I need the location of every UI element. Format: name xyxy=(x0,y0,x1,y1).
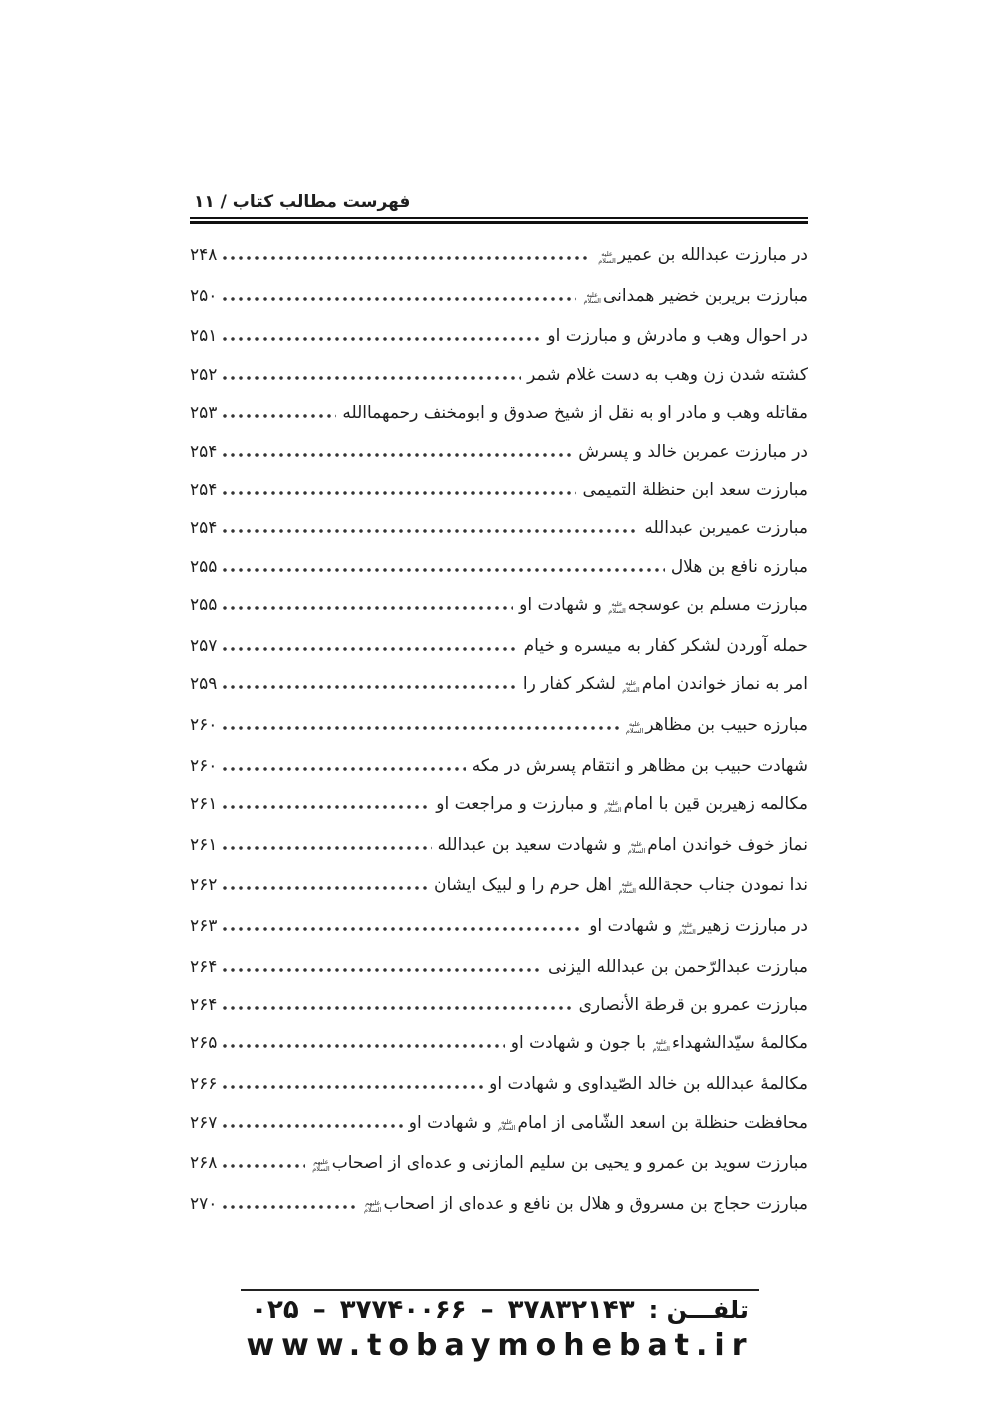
dotted-leader xyxy=(223,337,541,341)
dotted-leader xyxy=(223,647,517,651)
toc-entry-title: مبارزت عبدالرّحمن بن عبدالله الیزنی xyxy=(547,956,808,977)
dotted-leader xyxy=(223,491,576,495)
toc-entry-title: ندا نمودن جناب حجةالله علیه السلام اهل حرم را و لبیک ایشان xyxy=(433,875,808,896)
toc-entry xyxy=(190,698,808,739)
toc-entry-page-number: ۲۵۷ xyxy=(190,635,218,656)
toc-entry-page-number: ۲۶۲ xyxy=(190,875,218,896)
honorific-mark-icon: علیه السلام xyxy=(618,880,636,896)
toc-entry-title: مبارزت سعد ابن حنظلة التمیمی xyxy=(582,480,808,500)
honorific-mark-icon: علیه السلام xyxy=(678,920,696,936)
toc-entry xyxy=(190,463,808,501)
toc-entry xyxy=(190,578,808,619)
dotted-leader xyxy=(223,927,583,931)
toc-entry xyxy=(190,1096,808,1137)
toc-entry xyxy=(190,739,808,777)
toc-entry-title: در مبارزت عمربن خالد و پسرش xyxy=(578,441,808,462)
toc-entry-page-number: ۲۵۴ xyxy=(190,441,218,462)
honorific-mark-icon: علیه السلام xyxy=(598,250,616,265)
toc-entry-title: مکالمهٔ سیّدالشهداء علیه السلام با جون و شهادت او xyxy=(510,1033,808,1054)
toc-entry xyxy=(190,269,808,310)
toc-entry-page-number: ۲۵۱ xyxy=(190,326,218,347)
phone-number-2: ۳۷۷۴۰۰۶۶ xyxy=(339,1295,467,1325)
dotted-leader xyxy=(223,568,664,572)
toc-entry-page-number: ۲۵۴ xyxy=(190,480,218,500)
honorific-mark-icon: علیه السلام xyxy=(583,290,601,306)
dotted-leader xyxy=(223,1205,357,1209)
toc-entry-title: کشته شدن زن وهب به دست غلام شمر xyxy=(527,364,808,385)
dotted-leader xyxy=(223,256,591,260)
footer-website-url: www.tobaymohebat.ir xyxy=(246,1328,754,1363)
honorific-mark-icon: علیهم السلام xyxy=(363,1198,382,1214)
dotted-leader xyxy=(223,1044,504,1048)
toc-entry-title: مبارزت مسلم بن عوسجه علیه السلام و شهادت او xyxy=(519,595,808,616)
toc-entry-page-number: ۲۵۵ xyxy=(190,595,218,616)
dotted-leader xyxy=(223,968,542,972)
toc-entry-page-number: ۲۵۰ xyxy=(190,285,218,306)
toc-entry-title: در مبارزت عبدالله بن عمیر علیه السلام xyxy=(598,245,808,265)
dotted-leader xyxy=(223,529,638,533)
toc-entry-title: حمله آوردن لشکر کفار به میسره و خیام xyxy=(523,635,808,656)
dash-separator: – xyxy=(312,1295,326,1325)
toc-entry-title: مکالمه زهیربن قین با امام علیه السلام و مبارزت و مراجعت او xyxy=(436,794,808,815)
phone-area-code: ۰۲۵ xyxy=(251,1295,299,1325)
toc-entry xyxy=(190,657,808,698)
dotted-leader xyxy=(223,805,430,809)
toc-entry-title: مبارزت سوید بن عمرو و یحیی بن سلیم المازنی و عده‌ای از اصحاب علیهم السلام xyxy=(312,1153,808,1174)
dotted-leader xyxy=(223,1164,305,1168)
dotted-leader xyxy=(223,1085,483,1089)
toc-entry xyxy=(190,348,808,386)
honorific-mark-icon: علیه السلام xyxy=(497,1117,516,1133)
toc-entry xyxy=(190,501,808,539)
toc-entry-page-number: ۲۶۰ xyxy=(190,755,218,776)
toc-entry-title: مقاتله وهب و مادر او به نقل از شیخ صدوق و ابومخنف رحمهماالله xyxy=(342,403,808,424)
toc-entry xyxy=(190,858,808,899)
toc-list xyxy=(190,228,808,1217)
phone-number-1: ۳۷۸۳۲۱۴۳ xyxy=(507,1295,635,1325)
dotted-leader xyxy=(223,1006,572,1010)
toc-entry-page-number: ۲۶۷ xyxy=(190,1112,218,1133)
page-content xyxy=(190,192,808,1217)
toc-entry-title: مبارزت حجاج بن مسروق و هلال بن نافع و عده‌ای از اصحاب علیهم السلام xyxy=(363,1193,808,1214)
toc-entry-page-number: ۲۶۴ xyxy=(190,956,218,977)
toc-entry xyxy=(190,899,808,940)
toc-entry-page-number: ۲۶۱ xyxy=(190,834,218,855)
toc-entry-page-number: ۲۶۴ xyxy=(190,995,218,1015)
toc-entry-title: شهادت حبیب بن مظاهر و انتقام پسرش در مکه xyxy=(471,755,808,776)
toc-entry-page-number: ۲۵۲ xyxy=(190,364,218,385)
dotted-leader xyxy=(223,685,516,689)
toc-entry-title: محافظت حنظلة بن اسعد الشّامی از امام علیه السلام و شهادت او xyxy=(408,1112,808,1133)
toc-entry xyxy=(190,619,808,657)
toc-entry xyxy=(190,540,808,578)
toc-entry xyxy=(190,425,808,463)
toc-entry-title: مبارزت بریربن خضیر همدانی علیه السلام xyxy=(583,285,808,306)
toc-entry-page-number: ۲۵۳ xyxy=(190,403,218,424)
dash-separator: – xyxy=(480,1295,494,1325)
toc-entry xyxy=(190,940,808,978)
honorific-mark-icon: علیه السلام xyxy=(652,1038,670,1054)
toc-entry-title: در احوال وهب و مادرش و مبارزت او xyxy=(547,326,808,347)
footer xyxy=(0,1289,1000,1363)
toc-entry-title: مبارزه نافع بن هلال xyxy=(670,556,808,577)
header-double-rule xyxy=(190,217,808,224)
toc-entry-page-number: ۲۴۸ xyxy=(190,245,218,265)
phone-label: تلفـــن : xyxy=(648,1296,749,1324)
toc-entry-page-number: ۲۵۴ xyxy=(190,518,218,539)
honorific-mark-icon: علیهم السلام xyxy=(312,1158,330,1173)
dotted-leader xyxy=(223,414,336,418)
honorific-mark-icon: علیه السلام xyxy=(608,600,626,616)
toc-entry-title: نماز خوف خواندن امام علیه السلام و شهادت سعید بن عبدالله xyxy=(437,834,808,855)
toc-entry-title: امر به نماز خواندن امام علیه السلام لشکر کفار را xyxy=(522,674,808,695)
dotted-leader xyxy=(223,453,572,457)
honorific-mark-icon: علیه السلام xyxy=(627,839,646,855)
footer-phone-line xyxy=(241,1289,759,1325)
toc-entry-page-number: ۲۵۵ xyxy=(190,556,218,577)
toc-entry-page-number: ۲۶۰ xyxy=(190,715,218,735)
toc-entry xyxy=(190,1016,808,1057)
toc-entry-title: مکالمهٔ عبدالله بن خالد الصّیداوی و شهادت او xyxy=(489,1074,808,1095)
toc-entry xyxy=(190,386,808,424)
toc-entry-title: مبارزت عمرو بن قرطة الأنصاری xyxy=(578,995,808,1015)
toc-entry xyxy=(190,309,808,347)
toc-entry xyxy=(190,228,808,269)
dotted-leader xyxy=(223,297,576,301)
toc-entry-page-number: ۲۶۳ xyxy=(190,915,218,936)
dotted-leader xyxy=(223,1124,402,1128)
dotted-leader xyxy=(223,767,465,771)
toc-entry-page-number: ۲۷۰ xyxy=(190,1193,218,1214)
toc-entry xyxy=(190,1057,808,1095)
toc-entry-page-number: ۲۵۹ xyxy=(190,674,218,695)
dotted-leader xyxy=(223,886,428,890)
toc-entry-page-number: ۲۶۵ xyxy=(190,1033,218,1054)
toc-entry-page-number: ۲۶۱ xyxy=(190,794,218,815)
honorific-mark-icon: علیه السلام xyxy=(622,679,640,695)
toc-entry xyxy=(190,1177,808,1218)
toc-entry xyxy=(190,1136,808,1177)
toc-entry-title: مبارزت عمیربن عبدالله xyxy=(644,518,808,539)
toc-entry-page-number: ۲۶۸ xyxy=(190,1153,218,1174)
honorific-mark-icon: علیه السلام xyxy=(604,799,622,814)
toc-entry-title: مبارزه حبیب بن مظاهر علیه السلام xyxy=(625,715,808,735)
toc-entry-title: در مبارزت زهیر علیه السلام و شهادت او xyxy=(589,915,808,936)
honorific-mark-icon: علیه السلام xyxy=(625,720,644,735)
dotted-leader xyxy=(223,846,431,850)
dotted-leader xyxy=(223,606,513,610)
running-head-title: فهرست مطالب کتاب / ۱۱ xyxy=(194,192,411,212)
toc-entry-page-number: ۲۶۶ xyxy=(190,1074,218,1095)
dotted-leader xyxy=(223,726,618,730)
dotted-leader xyxy=(223,376,521,380)
toc-entry xyxy=(190,978,808,1016)
toc-entry xyxy=(190,818,808,859)
toc-entry xyxy=(190,777,808,818)
